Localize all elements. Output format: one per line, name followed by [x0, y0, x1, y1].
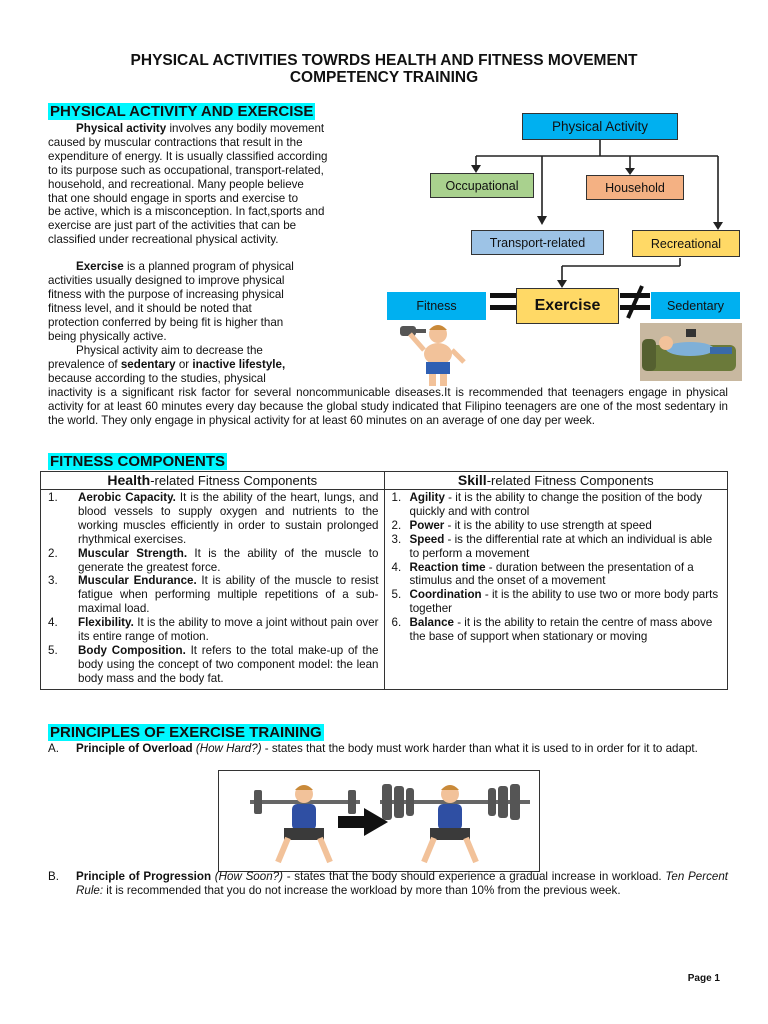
paragraph-sedentary: Physical activity aim to decrease the prevalence of sedentary or inactive lifestyle, because according to the studies, physical inactivity is a significant risk factor for several noncommunicable diseases.It is recommended that teenagers engage in physical activity for at least 60 minutes every day because the global study indicated that Filipino teenagers are one of the most sedentary in the world. They only engage in physical activity for at least 60 minutes on an average of one day per week. — [48, 344, 728, 427]
header-health-related: Health-related Fitness Components — [41, 472, 385, 490]
box-exercise: Exercise — [516, 288, 619, 324]
section-heading-principles: PRINCIPLES OF EXERCISE TRAINING — [50, 724, 322, 741]
box-physical-activity: Physical Activity — [522, 113, 678, 140]
list-item: 2. Power - it is the ability to use strength at speed — [391, 518, 652, 532]
term-physical-activity: Physical activity — [76, 122, 167, 135]
list-item: 4. Reaction time - duration between the presentation of a stimulus and the onset of a movement — [391, 560, 694, 588]
document-title — [40, 52, 728, 86]
overload-illustration — [218, 770, 540, 872]
box-occupational: Occupational — [430, 173, 534, 198]
paragraph-physical-activity: Physical activity involves any bodily movement caused by muscular contractions that result in the expenditure of energy. It is usually classified according to its purpose such as occupational, transport-related, household, and recreational. Many people believe that one should engage in sports and exercise to be active, which is a misconception. In fact,sports and exercise are just part of the activities that can be classified under recreational physical activity. — [48, 122, 328, 247]
box-sedentary: Sedentary — [651, 292, 740, 319]
principle-progression: B. Principle of Progression (How Soon?) - states that the body should experience a gradual increase in workload. Ten Percent Rule: it is recommended that you do not increase the workload by more than 10% from the previous week. — [48, 870, 729, 897]
principle-overload: A. Principle of Overload (How Hard?) - states that the body must work harder than what it is used to in order for it to adapt. — [48, 742, 698, 755]
paragraph-exercise: Exercise is a planned program of physical activities usually designed to improve physical fitness with the purpose of increasing physical fitness level, and it should be noted that protection conferred by being fit is higher than being physically active. — [48, 260, 294, 343]
list-item: 4. Flexibility. It is the ability to move a joint without pain over its entire range of motion. — [48, 616, 379, 644]
box-fitness: Fitness — [387, 292, 486, 320]
list-item: 1. Agility - it is the ability to change the position of the body quickly and with control — [391, 491, 703, 518]
section-heading-fitness-components: FITNESS COMPONENTS — [50, 453, 226, 470]
list-item: 2. Muscular Strength. It is the ability of the muscle to generate the greatest force. — [48, 546, 379, 574]
table-row — [41, 490, 728, 690]
box-transport-related: Transport-related — [471, 230, 604, 255]
health-components-cell — [41, 490, 385, 690]
list-item: 3. Speed - is the differential rate at which an individual is able to perform a movement — [391, 532, 713, 560]
list-item: 5. Body Composition. It refers to the total make-up of the body using the concept of two component model: the lean body mass and the body fat. — [48, 643, 379, 685]
couch-illustration — [640, 323, 742, 381]
page-number: Page 1 — [687, 973, 720, 984]
list-item: 3. Muscular Endurance. It is ability of the muscle to resist fatigue when performing multiple repetitions of a sub-maximal load. — [48, 574, 379, 616]
list-item: 1. Aerobic Capacity. It is the ability of the heart, lungs, and blood vessels to supply oxygen and nutrients to the working muscles efficiently in order to sustain prolonged rhythmical exercises. — [48, 491, 379, 546]
box-recreational: Recreational — [632, 230, 740, 257]
box-household: Household — [586, 175, 684, 200]
header-skill-related: Skill-related Fitness Components — [384, 472, 728, 490]
list-item: 6. Balance - it is the ability to retain the centre of mass above the base of support when stationary or moving — [391, 616, 713, 644]
title-line-2: COMPETENCY TRAINING — [289, 69, 479, 86]
term-exercise: Exercise — [76, 260, 124, 273]
title-line-1: PHYSICAL ACTIVITIES TOWRDS HEALTH AND FITNESS MOVEMENT — [130, 52, 638, 69]
list-item: 5. Coordination - it is the ability to use two or more body parts together — [391, 588, 719, 616]
skill-components-cell — [384, 490, 728, 690]
fitness-components-table — [40, 471, 728, 690]
table-header-row — [41, 472, 728, 490]
bodybuilder-illustration — [396, 320, 476, 388]
section-heading-physical-activity: PHYSICAL ACTIVITY AND EXERCISE — [50, 103, 314, 120]
